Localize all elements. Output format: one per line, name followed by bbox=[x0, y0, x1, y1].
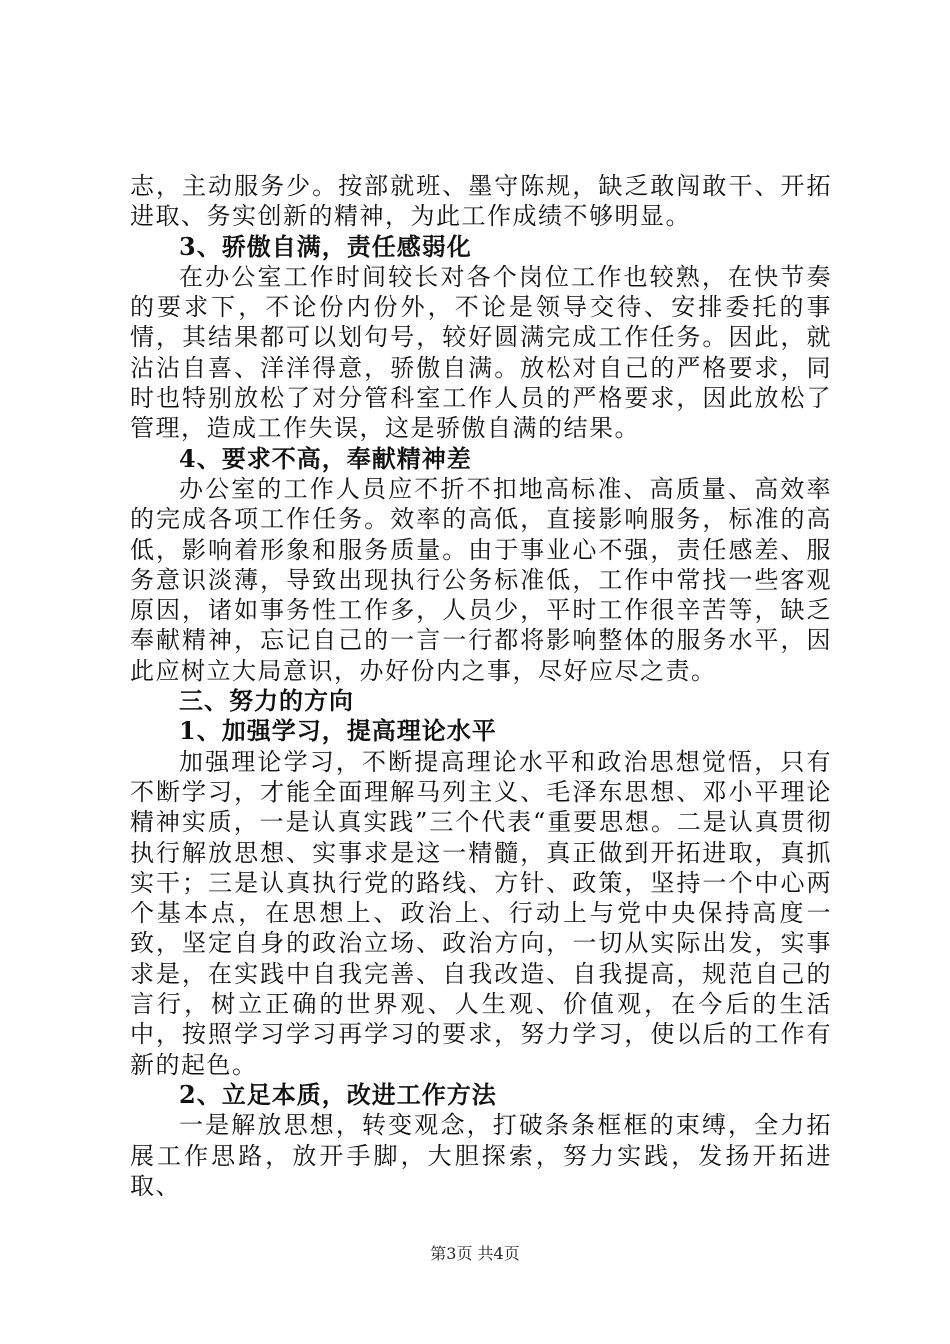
paragraph-dedication: 办公室的工作人员应不折不扣地高标准、高质量、高效率的完成各项工作任务。效率的高低，直接影响服务，标准的高低，影响着形象和服务质量。由于事业心不强，责任感差、服务意识淡薄，导致出现执行公务标准低，工作中常找一些客观原因，诸如事务性工作多，人员少，平时工作很辛苦等，缺乏奉献精神，忘记自己的一言一行都将影响整体的服务水平，因此应树立大局意识，办好份内之事，尽好应尽之责。 bbox=[130, 474, 832, 685]
section-heading-method: 2、立足本质，改进工作方法 bbox=[179, 1079, 497, 1109]
section-heading-study: 1、加强学习，提高理论水平 bbox=[179, 716, 497, 746]
document-body bbox=[130, 171, 832, 1201]
page-number-footer: 第3页 共4页 bbox=[430, 1244, 520, 1263]
paragraph-method: 一是解放思想，转变观念，打破条条框框的束缚，全力拓展工作思路，放开手脚，大胆探索，努力实践，发扬开拓进取、 bbox=[130, 1111, 832, 1200]
section-heading-4: 4、要求不高，奉献精神差 bbox=[179, 443, 472, 473]
section-heading-3: 3、骄傲自满，责任感弱化 bbox=[179, 231, 472, 261]
paragraph-continued: 志，主动服务少。按部就班、墨守陈规，缺乏敢闯敢干、开拓进取、务实创新的精神，为此工作成绩不够明显。 bbox=[130, 172, 832, 231]
chapter-heading-direction: 三、努力的方向 bbox=[179, 686, 354, 716]
paragraph-arrogance: 在办公室工作时间较长对各个岗位工作也较熟，在快节奏的要求下，不论份内份外，不论是领导交待、安排委托的事情，其结果都可以划句号，较好圆满完成工作任务。因此，就沾沾自喜、洋洋得意，骄傲自满。放松对自己的严格要求，同时也特别放松了对分管科室工作人员的严格要求，因此放松了管理，造成工作失误，这是骄傲自满的结果。 bbox=[130, 262, 832, 443]
paragraph-study: 加强理论学习，不断提高理论水平和政治思想觉悟，只有不断学习，才能全面理解马列主义、毛泽东思想、邓小平理论精神实质，一是认真实践”三个代表“重要思想。二是认真贯彻执行解放思想、实事求是这一精髓，真正做到开拓进取，真抓实干；三是认真执行党的路线、方针、政策，坚持一个中心两个基本点，在思想上、政治上、行动上与党中央保持高度一致，坚定自身的政治立场、政治方向，一切从实际出发，实事求是，在实践中自我完善、自我改造、自我提高，规范自己的言行，树立正确的世界观、人生观、价值观，在今后的生活中，按照学习学习再学习的要求，努力学习，使以后的工作有新的起色。 bbox=[130, 747, 832, 1079]
